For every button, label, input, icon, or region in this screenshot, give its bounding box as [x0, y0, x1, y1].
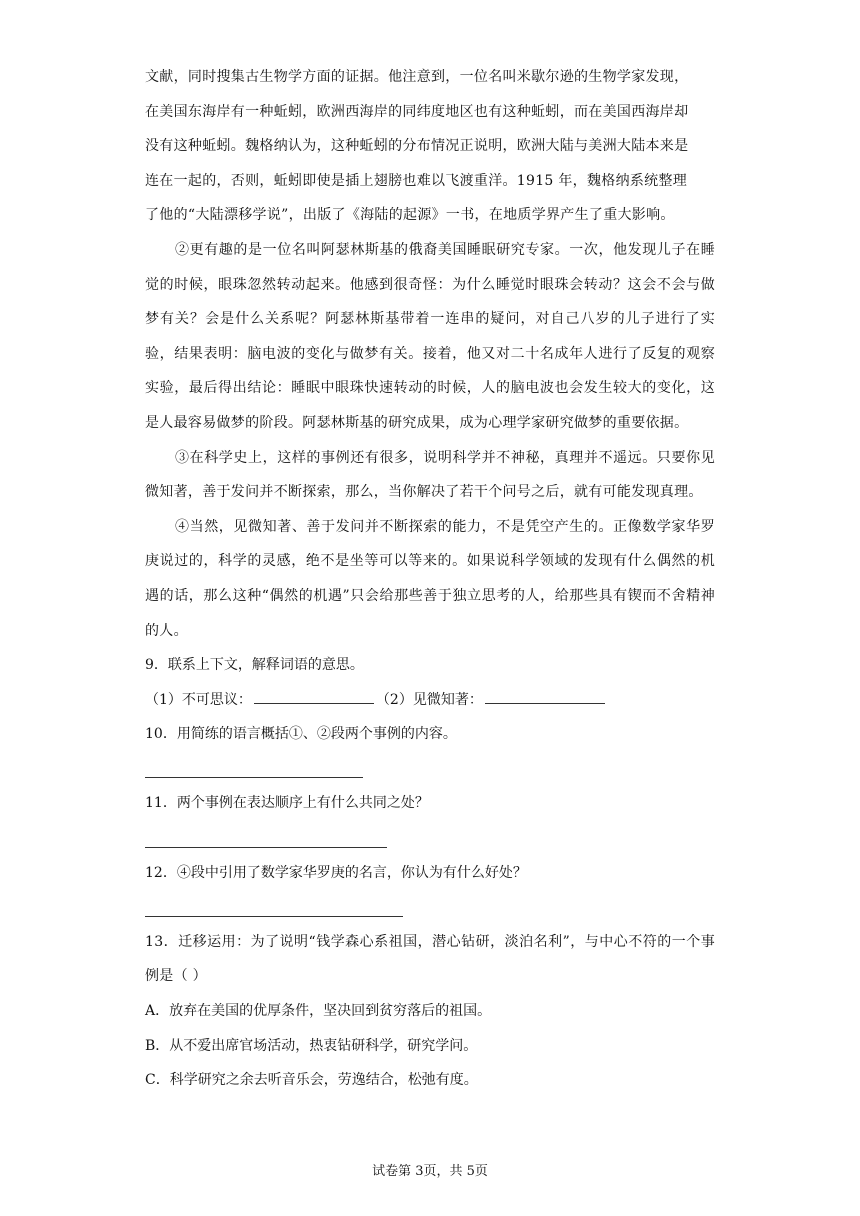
question-9-part-2-label: （2）见微知著：: [375, 691, 483, 708]
question-12-answer-line[interactable]: [145, 890, 715, 925]
question-13-option-a: A．放弃在美国的优厚条件，坚决回到贫穷落后的祖国。: [145, 1003, 492, 1020]
question-9-part-1-answer-blank[interactable]: [254, 689, 374, 704]
paragraph-3: ③在科学史上，这样的事例还有很多，说明科学并不神秘，真理并不遥远。只要你见微知著，善于发问并不断探索，那么，当你解决了若干个问号之后，就有可能发现真理。: [145, 449, 715, 501]
paragraph-1-line-3: 没有这种蚯蚓。魏格纳认为，这种蚯蚓的分布情况正说明，欧洲大陆与美洲大陆本来是: [145, 138, 689, 155]
paragraph-1-line-1: 文献，同时搜集古生物学方面的证据。他注意到，一位名叫米歇尔逊的生物学家发现，: [145, 69, 689, 85]
question-13: 13．迁移运用：为了说明“钱学森心系祖国，潜心钻研，淡泊名利”，与中心不符的一个事例是（ ）: [145, 933, 715, 985]
paragraph-2: ②更有趣的是一位名叫阿瑟林斯基的俄裔美国睡眠研究专家。一次，他发现儿子在睡觉的时候，眼珠忽然转动起来。他感到很奇怪：为什么睡觉时眼珠会转动？这会不会与做梦有关？会是什么关系呢？阿瑟林斯基带着一连串的疑问，对自己八岁的儿子进行了实验，结果表明：脑电波的变化与做梦有关。接着，他又对二十名成年人进行了反复的观察实验，最后得出结论：睡眠中眼珠快速转动的时候，人的脑电波也会发生较大的变化，这是人最容易做梦的阶段。阿瑟林斯基的研究成果，成为心理学家研究做梦的重要依据。: [145, 241, 715, 431]
paragraph-1-line-2: 在美国东海岸有一种蚯蚓，欧洲西海岸的同纬度地区也有这种蚯蚓，而在美国西海岸却: [145, 103, 689, 120]
question-13-option-b: B．从不爱出席官场活动，热衷钻研科学，研究学问。: [145, 1037, 478, 1054]
question-11-answer-line[interactable]: [145, 821, 715, 856]
paragraph-1-line-5: 了他的“大陆漂移学说”，出版了《海陆的起源》一书，在地质学界产生了重大影响。: [145, 207, 675, 224]
question-9-part-1-label: （1）不可思议：: [145, 691, 252, 708]
question-10-answer-line[interactable]: [145, 752, 715, 787]
question-10: 10．用简练的语言概括①、②段两个事例的内容。: [145, 726, 457, 743]
paragraph-1-line-4: 连在一起的，否则，蚯蚓即使是插上翅膀也难以飞渡重洋。1915 年，魏格纳系统整理: [145, 172, 688, 189]
question-13-option-c: C．科学研究之余去听音乐会，劳逸结合，松弛有度。: [145, 1072, 478, 1089]
question-9-blanks: [145, 683, 715, 718]
page-footer: 试卷第 3页，共 5页: [372, 1164, 488, 1179]
question-9-part-2-answer-blank[interactable]: [485, 689, 605, 704]
paragraph-4: ④当然，见微知著、善于发问并不断探索的能力，不是凭空产生的。正像数学家华罗庚说过的，科学的灵感，绝不是坐等可以等来的。如果说科学领域的发现有什么偶然的机遇的话，那么这种“偶然的机遇”只会给那些善于独立思考的人，给那些具有锲而不舍精神的人。: [145, 518, 715, 639]
question-9: 9．联系上下文，解释词语的意思。: [145, 657, 364, 674]
question-11: 11．两个事例在表达顺序上有什么共同之处？: [145, 795, 429, 812]
page-content: [145, 60, 715, 1098]
question-12: 12．④段中引用了数学家华罗庚的名言，你认为有什么好处？: [145, 864, 527, 881]
